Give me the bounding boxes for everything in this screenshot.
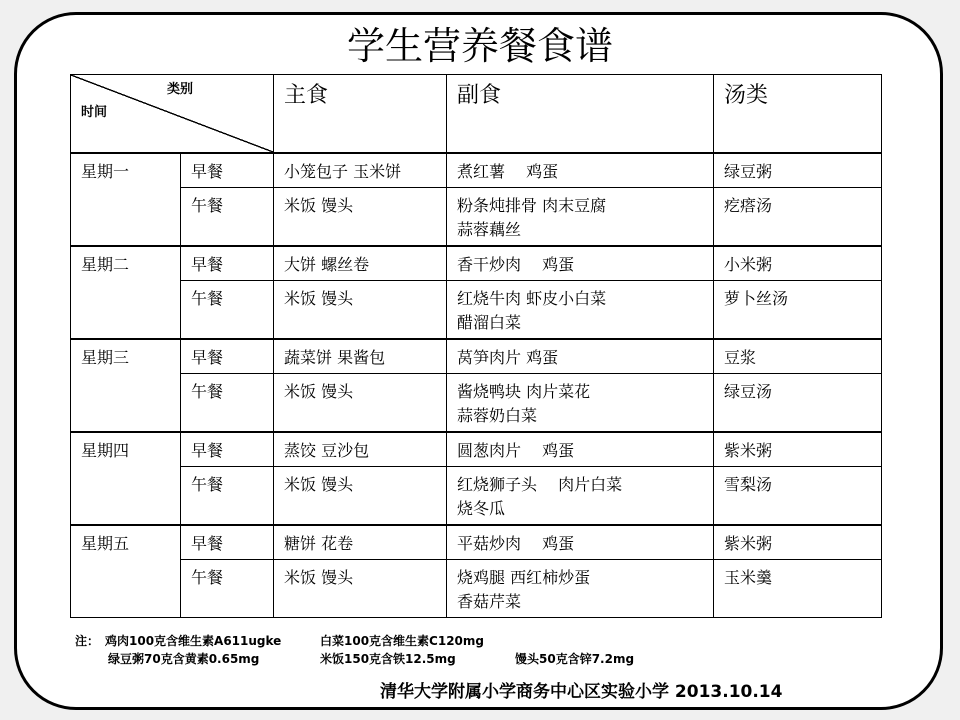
footer — [380, 677, 782, 702]
soup-cell: 疙瘩汤 — [714, 188, 882, 246]
menu-row — [71, 432, 882, 467]
day-cell: 星期一 — [71, 153, 181, 246]
staple-cell: 大饼 螺丝卷 — [274, 246, 447, 281]
soup-cell: 豆浆 — [714, 339, 882, 374]
day-cell: 星期四 — [71, 432, 181, 525]
side-dish-line: 粉条炖排骨 肉末豆腐 — [457, 196, 607, 215]
side-dish-cell — [447, 188, 714, 246]
staple-cell: 糖饼 花卷 — [274, 525, 447, 560]
school-name: 清华大学附属小学商务中心区实验小学 — [380, 682, 669, 702]
side-dish-cell — [447, 339, 714, 374]
menu-row — [71, 246, 882, 281]
column-header-soup: 汤类 — [714, 75, 882, 153]
page-title: 学生营养餐食谱 — [346, 24, 613, 68]
staple-cell: 米饭 馒头 — [274, 467, 447, 525]
soup-cell: 紫米粥 — [714, 432, 882, 467]
side-dish-line: 蒜蓉藕丝 — [457, 220, 522, 239]
staple-cell: 米饭 馒头 — [274, 560, 447, 618]
meal-type-cell: 午餐 — [181, 281, 274, 339]
meal-type-cell: 早餐 — [181, 339, 274, 374]
side-dish-line: 烧鸡腿 西红柿炒蛋 — [457, 568, 591, 587]
column-header-staple: 主食 — [274, 75, 447, 153]
soup-cell: 雪梨汤 — [714, 467, 882, 525]
soup-cell: 绿豆粥 — [714, 153, 882, 188]
side-dish-line: 蒜蓉奶白菜 — [457, 406, 538, 425]
note-steamed-bun: 馒头50克含锌7.2mg — [515, 652, 635, 666]
soup-cell: 萝卜丝汤 — [714, 281, 882, 339]
note-cabbage: 白菜100克含维生素C120mg — [320, 634, 484, 648]
menu-row — [71, 281, 882, 339]
notes-prefix: 注： — [75, 634, 100, 648]
day-cell: 星期三 — [71, 339, 181, 432]
day-cell: 星期五 — [71, 525, 181, 618]
side-dish-cell — [447, 281, 714, 339]
side-dish-cell — [447, 374, 714, 432]
category-label: 类别 — [167, 82, 194, 97]
menu-row — [71, 188, 882, 246]
side-dish-line: 烧冬瓜 — [457, 499, 506, 518]
side-dish-line: 香干炒肉 鸡蛋 — [457, 254, 575, 274]
note-rice: 米饭150克含铁12.5mg — [320, 652, 456, 666]
side-dish-cell — [447, 560, 714, 618]
staple-cell: 蔬菜饼 果酱包 — [274, 339, 447, 374]
meal-type-cell: 早餐 — [181, 432, 274, 467]
menu-row — [71, 339, 882, 374]
side-dish-line: 圆葱肉片 鸡蛋 — [457, 440, 575, 460]
side-dish-line: 平菇炒肉 鸡蛋 — [457, 533, 575, 553]
diagonal-header-cell — [71, 75, 274, 153]
meal-type-cell: 早餐 — [181, 246, 274, 281]
side-dish-cell — [447, 467, 714, 525]
staple-cell: 蒸饺 豆沙包 — [274, 432, 447, 467]
nutrition-notes — [75, 632, 895, 668]
side-dish-cell — [447, 153, 714, 188]
staple-cell: 米饭 馒头 — [274, 281, 447, 339]
side-dish-cell — [447, 246, 714, 281]
side-dish-line: 煮红薯 鸡蛋 — [457, 161, 559, 181]
time-label: 时间 — [81, 105, 108, 120]
menu-row — [71, 467, 882, 525]
soup-cell: 玉米羹 — [714, 560, 882, 618]
menu-row — [71, 153, 882, 188]
meal-type-cell: 午餐 — [181, 560, 274, 618]
meal-type-cell: 午餐 — [181, 188, 274, 246]
staple-cell: 米饭 馒头 — [274, 188, 447, 246]
side-dish-cell — [447, 432, 714, 467]
menu-row — [71, 374, 882, 432]
menu-row — [71, 560, 882, 618]
header-row — [71, 75, 882, 153]
side-dish-line: 红烧牛肉 虾皮小白菜 — [457, 289, 607, 308]
meal-type-cell: 午餐 — [181, 467, 274, 525]
column-header-side: 副食 — [447, 75, 714, 153]
soup-cell: 紫米粥 — [714, 525, 882, 560]
side-dish-line: 红烧狮子头 肉片白菜 — [457, 475, 623, 494]
side-dish-cell — [447, 525, 714, 560]
side-dish-line: 香菇芹菜 — [457, 592, 522, 611]
menu-table — [70, 74, 882, 618]
meal-type-cell: 早餐 — [181, 525, 274, 560]
soup-cell: 绿豆汤 — [714, 374, 882, 432]
staple-cell: 米饭 馒头 — [274, 374, 447, 432]
footer-date: 2013.10.14 — [674, 682, 783, 702]
soup-cell: 小米粥 — [714, 246, 882, 281]
menu-row — [71, 525, 882, 560]
side-dish-line: 酱烧鸭块 肉片菜花 — [457, 382, 591, 401]
menu-table-body — [71, 75, 882, 618]
meal-type-cell: 早餐 — [181, 153, 274, 188]
side-dish-line: 醋溜白菜 — [457, 313, 522, 332]
note-chicken: 鸡肉100克含维生素A611ugke — [105, 634, 282, 648]
note-mungbean: 绿豆粥70克含黄素0.65mg — [108, 652, 260, 666]
meal-type-cell: 午餐 — [181, 374, 274, 432]
day-cell: 星期二 — [71, 246, 181, 339]
staple-cell: 小笼包子 玉米饼 — [274, 153, 447, 188]
side-dish-line: 莴笋肉片 鸡蛋 — [457, 347, 559, 367]
